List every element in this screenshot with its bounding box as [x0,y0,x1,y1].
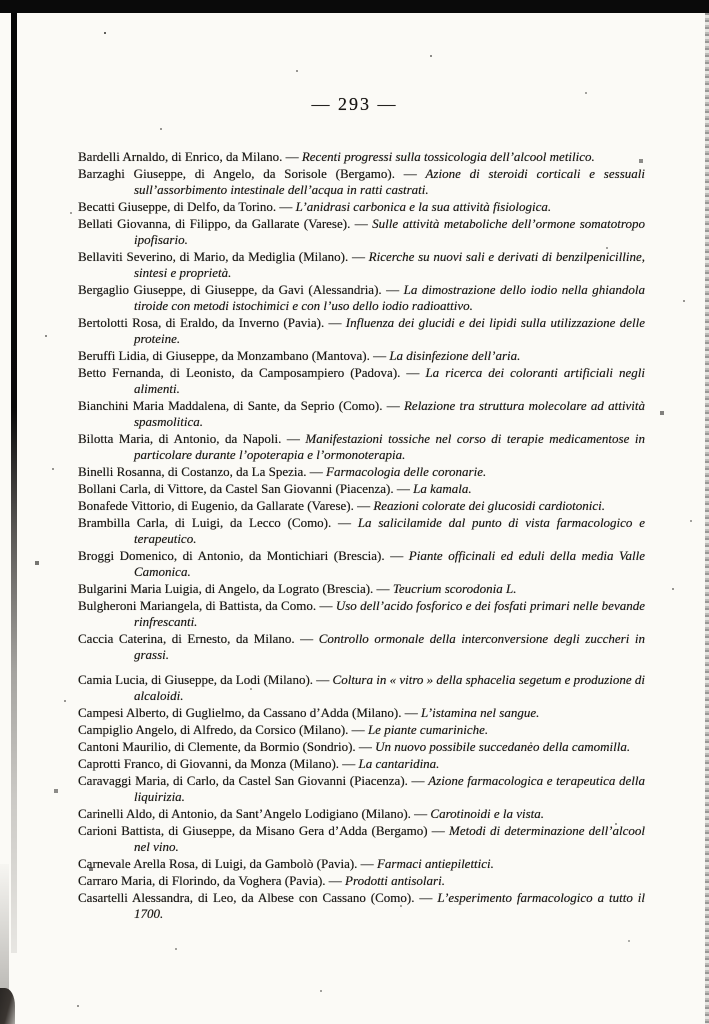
entry [78,672,645,704]
entry-author: Bellati Giovanna, di Filippo, da Gallarate (Varese). — [78,216,373,231]
entry-author: Caccia Caterina, di Ernesto, da Milano. — [78,631,319,646]
entry [78,348,645,364]
entry-title: Un nuovo possibile succedaneo della camomilla. [375,739,631,754]
entry-title: Uso dell’acido fosforico e dei fosfati primari nelle bevande rinfrescanti. [134,598,645,629]
entry [78,581,645,597]
entry [78,705,645,721]
entry [78,149,645,165]
entry [78,481,645,497]
entry [78,249,645,281]
entry-author: Barzaghi Giuseppe, di Angelo, da Sorisole (Bergamo). — [78,166,426,181]
entry-author: Camia Lucia, di Giuseppe, da Lodi (Milano). — [78,672,333,687]
entry [78,548,645,580]
entry-author: Carnevale Arella Rosa, di Luigi, da Gambolò (Pavia). — [78,856,377,871]
scan-smudge-haze [0,864,9,994]
entry [78,823,645,855]
entry [78,431,645,463]
entry-title: Manifestazioni tossiche nel corso di terapie medicamentose in particolare durante l’opoterapia e l’ormonoterapia. [134,431,645,462]
entry-title: Metodi di determinazione dell’alcool nel vino. [134,823,645,854]
entry-title: Azione farmacologica e terapeutica della liquirizia. [134,773,645,804]
entry [78,631,645,663]
entry [78,398,645,430]
entry [78,722,645,738]
scan-edge-left [11,13,17,953]
entry-author: Caprotti Franco, di Giovanni, da Monza (Milano). — [78,756,359,771]
entry-title: Sulle attività metaboliche dell’ormone somatotropo ipofisario. [134,216,645,247]
entry-title: Azione di steroidi corticali e sessuali sull’assorbimento intestinale dell’acqua in ratti castrati. [134,166,645,197]
entry-author: Cantoni Maurilio, di Clemente, da Bormio (Sondrio). — [78,739,376,754]
entry-title: Farmacologia delle coronarie. [326,464,487,479]
entry-author: Becatti Giuseppe, di Delfo, da Torino. — [78,199,296,214]
entry [78,498,645,514]
entry [78,856,645,872]
entry [78,873,645,889]
entry-title: Prodotti antisolari. [345,873,445,888]
entry [78,515,645,547]
entries-list [78,149,645,923]
entry-title: La disinfezione dell’aria. [389,348,521,363]
entry [78,756,645,772]
entry-author: Bianchini Maria Maddalena, di Sante, da Seprio (Como). — [78,398,404,413]
entry-author: Bertolotti Rosa, di Eraldo, da Inverno (Pavia). — [78,315,346,330]
entry [78,598,645,630]
entry-author: Caravaggi Maria, di Carlo, da Castel San Giovanni (Piacenza). — [78,773,429,788]
entry-title: Farmaci antiepilettici. [376,856,494,871]
entry-author: Betto Fernanda, di Leonisto, da Camposampiero (Padova). — [78,365,426,380]
entry [78,464,645,480]
scan-smudge-bottom-left [0,988,15,1024]
entry-title: La salicilamide dal punto di vista farmacologico e terapeutico. [134,515,645,546]
entry-title: L’istamina nel sangue. [421,705,540,720]
entry [78,282,645,314]
entry-title: La cantaridina. [358,756,440,771]
entry-title: Coltura in « vitro » della sphacelia segetum e produzione di alcaloidi. [134,672,645,703]
entry-author: Carinelli Aldo, di Antonio, da Sant’Angelo Lodigiano (Milano). — [78,806,431,821]
entry-author: Bulgheroni Mariangela, di Battista, da Como. — [78,598,336,613]
entry [78,315,645,347]
scan-edge-right [705,13,709,1024]
entry [78,773,645,805]
entry-title: La kamala. [413,481,472,496]
entry-title: L’anidrasi carbonica e la sua attività fisiologica. [295,199,552,214]
entry-author: Carioni Battista, di Giuseppe, da Misano Gera d’Adda (Bergamo) — [78,823,449,838]
entry [78,739,645,755]
entry-author: Bergaglio Giuseppe, di Giuseppe, da Gavi (Alessandria). — [78,282,404,297]
entry-title: La dimostrazione dello iodio nella ghiandola tiroide con metodi istochimici e con l’uso dello iodio radioattivo. [134,282,645,313]
entry-title: Teucrium scorodonia L. [392,581,517,596]
entry-title: Recenti progressi sulla tossicologia dell’alcool metilico. [301,149,595,164]
entry-author: Campesi Alberto, di Guglielmo, da Cassano d’Adda (Milano). — [78,705,422,720]
entry-author: Broggi Domenico, di Antonio, da Montichiari (Brescia). — [78,548,409,563]
entry-author: Carraro Maria, di Florindo, da Voghera (Pavia). — [78,873,346,888]
entry-author: Bonafede Vittorio, di Eugenio, da Gallarate (Varese). — [78,498,374,513]
entry-title: La ricerca dei coloranti artificiali negli alimenti. [134,365,645,396]
entry-title: Piante officinali ed eduli della media Valle Camonica. [134,548,645,579]
entry-author: Casartelli Alessandra, di Leo, da Albese con Cassano (Como). — [78,890,438,905]
entry-author: Bollani Carla, di Vittore, da Castel San Giovanni (Piacenza). — [78,481,414,496]
entry-author: Beruffi Lidia, di Giuseppe, da Monzambano (Mantova). — [78,348,390,363]
scan-speckles [0,0,2,2]
entry-title: Ricerche su nuovi sali e derivati di benzilpenicilline, sintesi e proprietà. [134,249,645,280]
entry-author: Campiglio Angelo, di Alfredo, da Corsico (Milano). — [78,722,368,737]
page-number: — 293 — [311,94,398,114]
entry [78,365,645,397]
entry [78,199,645,215]
entry-author: Brambilla Carla, di Luigi, da Lecco (Como). — [78,515,358,530]
entry-author: Bilotta Maria, di Antonio, da Napoli. — [78,431,306,446]
entry-title: Controllo ormonale della interconversione degli zuccheri in grassi. [134,631,646,662]
entry-title: Reazioni colorate dei glucosidi cardiotonici. [373,498,606,513]
entry-title: L’esperimento farmacologico a tutto il 1700. [134,890,646,921]
entry-author: Bellaviti Severino, di Mario, da Mediglia (Milano). — [78,249,369,264]
entry [78,216,645,248]
entry [78,166,645,198]
entry [78,806,645,822]
entry-author: Bardelli Arnaldo, di Enrico, da Milano. — [78,149,302,164]
entry-author: Binelli Rosanna, di Costanzo, da La Spezia. — [78,464,327,479]
entry-title: Relazione tra struttura molecolare ad attività spasmolitica. [134,398,646,429]
scan-edge-top [0,0,709,13]
entry-author: Bulgarini Maria Luigia, di Angelo, da Lograto (Brescia). — [78,581,393,596]
entry-title: Carotinoidi e la vista. [430,806,545,821]
entry [78,890,645,922]
entry-title: Influenza dei glucidi e dei lipidi sulla utilizzazione delle proteine. [134,315,645,346]
entry-title: Le piante cumariniche. [367,722,489,737]
